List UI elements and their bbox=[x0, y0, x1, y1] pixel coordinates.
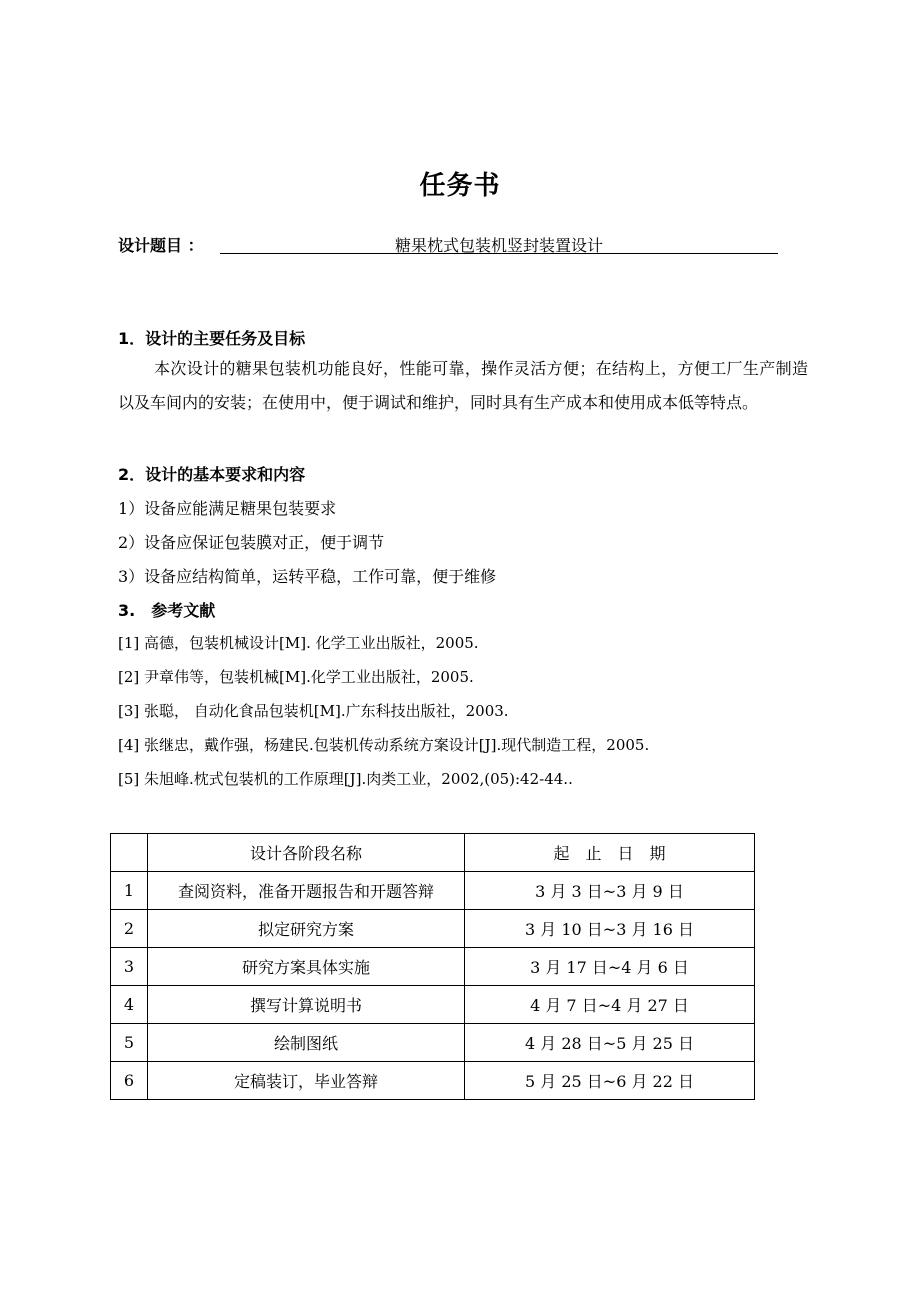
schedule-table bbox=[110, 833, 755, 1100]
row-date-cell: 3 月 17 日~4 月 6 日 bbox=[465, 948, 755, 986]
requirement-item: 1）设备应能满足糖果包装要求 bbox=[118, 499, 337, 518]
table-row bbox=[111, 1062, 755, 1100]
row-num-cell: 3 bbox=[111, 948, 148, 986]
row-date-cell: 3 月 10 日~3 月 16 日 bbox=[465, 910, 755, 948]
reference-item: [4] 张继忠，戴作强，杨建民.包装机传动系统方案设计[J].现代制造工程，2005. bbox=[118, 736, 650, 754]
design-topic-underline bbox=[220, 233, 778, 254]
row-date-cell: 4 月 28 日~5 月 25 日 bbox=[465, 1024, 755, 1062]
header-date-cell: 起 止 日 期 bbox=[465, 834, 755, 872]
requirement-item: 3）设备应结构简单，运转平稳，工作可靠，便于维修 bbox=[118, 567, 497, 586]
page-title: 任务书 bbox=[419, 171, 501, 201]
row-stage-name-cell: 查阅资料，准备开题报告和开题答辩 bbox=[148, 872, 465, 910]
schedule-header-row bbox=[111, 834, 755, 872]
table-row bbox=[111, 948, 755, 986]
reference-item: [1] 高德，包装机械设计[M]. 化学工业出版社，2005. bbox=[118, 634, 479, 652]
row-stage-name-cell: 绘制图纸 bbox=[148, 1024, 465, 1062]
table-row bbox=[111, 872, 755, 910]
row-date-cell: 3 月 3 日~3 月 9 日 bbox=[465, 872, 755, 910]
design-topic-value: 糖果枕式包装机竖封装置设计 bbox=[394, 236, 603, 255]
row-stage-name-cell: 研究方案具体实施 bbox=[148, 948, 465, 986]
section-3-heading: 3. 参考文献 bbox=[118, 601, 216, 620]
row-date-cell: 4 月 7 日~4 月 27 日 bbox=[465, 986, 755, 1024]
row-num-cell: 6 bbox=[111, 1062, 148, 1100]
row-num-cell: 4 bbox=[111, 986, 148, 1024]
section-2-heading: 2．设计的基本要求和内容 bbox=[118, 465, 306, 484]
row-stage-name-cell: 定稿装订，毕业答辩 bbox=[148, 1062, 465, 1100]
header-stage-name-cell: 设计各阶段名称 bbox=[148, 834, 465, 872]
design-topic-label: 设计题目 ： bbox=[118, 236, 204, 255]
reference-item: [5] 朱旭峰.枕式包装机的工作原理[J].肉类工业，2002,(05):42-44.. bbox=[118, 770, 573, 788]
table-row bbox=[111, 986, 755, 1024]
row-date-cell: 5 月 25 日~6 月 22 日 bbox=[465, 1062, 755, 1100]
row-num-cell: 2 bbox=[111, 910, 148, 948]
design-topic-row bbox=[118, 233, 778, 257]
section-1-heading: 1．设计的主要任务及目标 bbox=[118, 329, 306, 348]
reference-item: [3] 张聪， 自动化食品包装机[M].广东科技出版社，2003. bbox=[118, 702, 509, 720]
reference-item: [2] 尹章伟等，包装机械[M].化学工业出版社，2005. bbox=[118, 668, 474, 686]
row-num-cell: 1 bbox=[111, 872, 148, 910]
header-num-cell bbox=[111, 834, 148, 872]
requirement-item: 2）设备应保证包装膜对正，便于调节 bbox=[118, 533, 385, 552]
section-1-paragraph: 本次设计的糖果包装机功能良好，性能可靠，操作灵活方便；在结构上，方便工厂生产制造以及车间内的安装；在使用中，便于调试和维护，同时具有生产成本和使用成本低等特点。 bbox=[118, 359, 808, 412]
row-stage-name-cell: 拟定研究方案 bbox=[148, 910, 465, 948]
row-num-cell: 5 bbox=[111, 1024, 148, 1062]
table-row bbox=[111, 1024, 755, 1062]
table-row bbox=[111, 910, 755, 948]
row-stage-name-cell: 撰写计算说明书 bbox=[148, 986, 465, 1024]
